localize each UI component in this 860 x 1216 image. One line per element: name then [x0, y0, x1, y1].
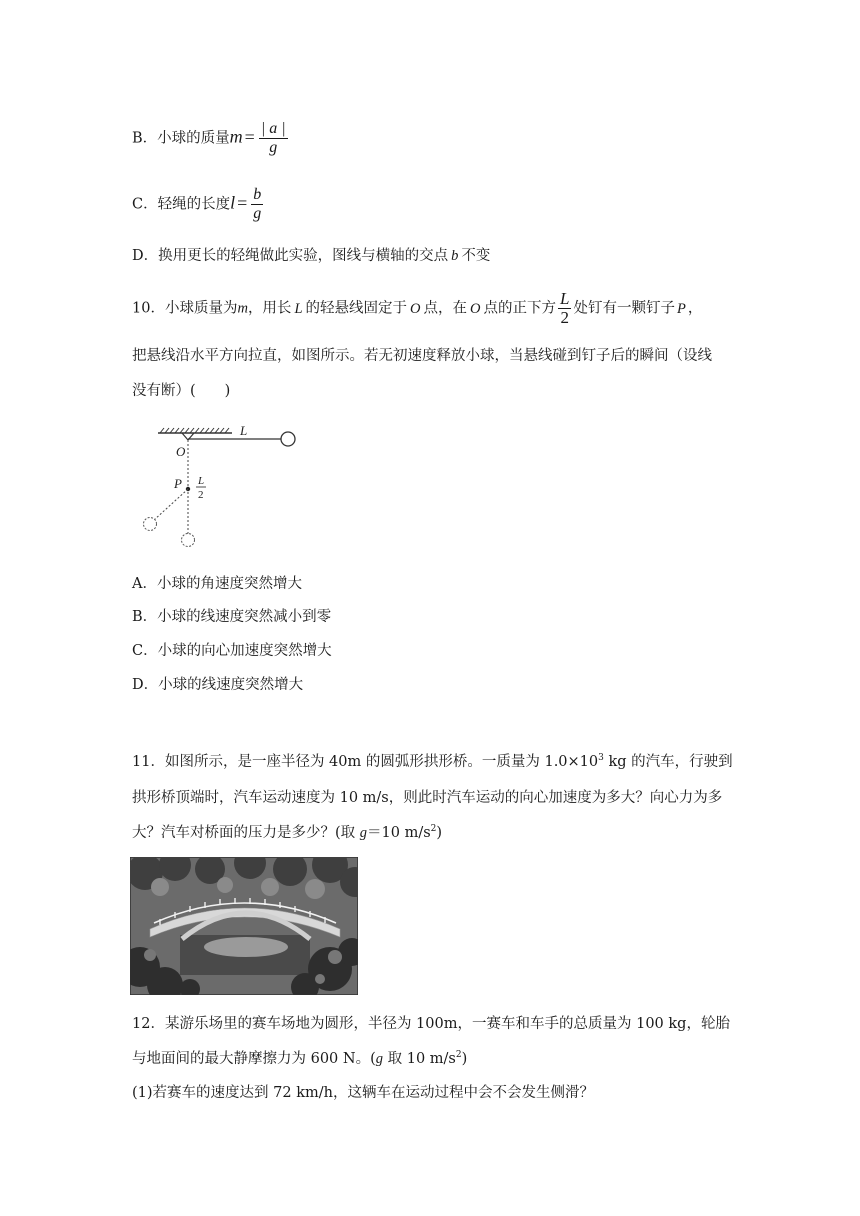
q9-option-b [132, 120, 290, 157]
q10-option-c: C．小球的向心加速度突然增大 [132, 643, 332, 659]
q11-text: 11．如图所示，是一座半径为 40m 的圆弧形拱形桥。一质量为 1.0×10 [132, 754, 599, 770]
q10-stem-line3: 没有断）( ) [132, 383, 231, 399]
q11-text: 大？汽车对桥面的压力是多少？(取 [132, 825, 360, 841]
q10-text: 点，在 [423, 300, 467, 317]
q9-option-c [132, 186, 265, 223]
ball-bottom-position [182, 534, 195, 547]
q11-stem-line1 [132, 752, 733, 772]
q11-var-g: g [359, 825, 368, 841]
swing-dashed-line [154, 489, 188, 520]
q12-text: 取 10 m/s [383, 1051, 456, 1067]
q11-text: ) [436, 825, 443, 841]
q10-option-d: D．小球的线速度突然增大 [132, 677, 304, 693]
q9-option-c-fraction [251, 186, 263, 223]
q9-option-b-text: B．小球的质量 [132, 130, 230, 147]
ball-swing-position [144, 518, 157, 531]
ball-initial [281, 432, 295, 446]
q10-stem-line1 [132, 290, 702, 327]
pendulum-diagram [140, 420, 310, 555]
q11-stem-line3 [132, 823, 442, 843]
q10-option-b: B．小球的线速度突然减小到零 [132, 609, 332, 625]
q9-option-b-eq: = [244, 126, 255, 147]
q9-option-c-numerator: b [253, 186, 262, 203]
q9-option-c-denominator: g [253, 205, 262, 222]
arch-bridge-photo [130, 857, 358, 995]
q9-option-d-tail: 不变 [461, 248, 491, 264]
label-frac-num: L [198, 475, 205, 487]
q10-fraction-denominator: 2 [560, 308, 569, 327]
label-p: P [174, 476, 182, 491]
q9-option-c-text: C．轻绳的长度 [132, 196, 231, 213]
q10-stem-line2: 把悬线沿水平方向拉直，如图所示。若无初速度释放小球，当悬线碰到钉子后的瞬间（设线 [132, 348, 712, 364]
q11-text: ＝10 m/s [367, 825, 431, 841]
q12-superscript: 2 [455, 1050, 462, 1061]
q12-stem-line1: 12．某游乐场里的赛车场地为圆形，半径为 100m，一赛车和车手的总质量为 100 kg，轮胎 [132, 1016, 730, 1032]
label-o: O [176, 444, 186, 459]
q9-option-c-var: l [230, 192, 236, 213]
label-frac-den: 2 [198, 489, 204, 501]
q10-fraction [558, 290, 571, 327]
q10-var-o: O [470, 300, 481, 317]
q11-text: kg 的汽车，行驶到 [603, 754, 733, 770]
q9-option-c-eq: = [237, 192, 248, 213]
q9-option-d [132, 246, 490, 266]
q12-subquestion-1: (1)若赛车的速度达到 72 km/h，这辆车在运动过程中会不会发生侧滑？ [132, 1085, 594, 1101]
q10-option-a: A．小球的角速度突然增大 [132, 576, 302, 592]
q10-var-l: L [294, 300, 303, 317]
q10-var-o: O [410, 300, 421, 317]
q12-text: 与地面间的最大静摩擦力为 600 N。( [132, 1051, 376, 1067]
q10-text: 处钉有一颗钉子 [573, 300, 675, 317]
q12-text: ) [461, 1051, 468, 1067]
q10-text: 点的正下方 [483, 300, 556, 317]
label-l: L [240, 423, 248, 438]
q11-superscript: 2 [430, 824, 437, 835]
q10-text: ，用长 [247, 300, 292, 317]
q10-var-m: m [237, 300, 248, 317]
q9-option-b-denominator: g [269, 139, 278, 156]
q10-text: ， [687, 300, 703, 317]
q11-stem-line2: 拱形桥顶端时，汽车运动速度为 10 m/s，则此时汽车运动的向心加速度为多大？向心力为多 [132, 790, 723, 806]
q10-fraction-numerator: L [559, 289, 570, 308]
q12-var-g: g [375, 1051, 383, 1067]
q9-option-d-text: D．换用更长的轻绳做此实验，图线与横轴的交点 [132, 248, 449, 264]
q10-var-p: P [676, 300, 686, 317]
q12-stem-line2 [132, 1049, 467, 1069]
q11-superscript: 3 [598, 753, 604, 764]
q10-text: 的轻悬线固定于 [305, 300, 408, 317]
q9-option-b-fraction [259, 120, 288, 157]
ceiling-support [158, 428, 232, 440]
q9-option-b-numerator: | a | [260, 120, 286, 137]
q9-option-b-var: m [229, 126, 243, 147]
q10-text: 10．小球质量为 [132, 300, 238, 317]
q9-option-d-var: b [451, 248, 459, 264]
